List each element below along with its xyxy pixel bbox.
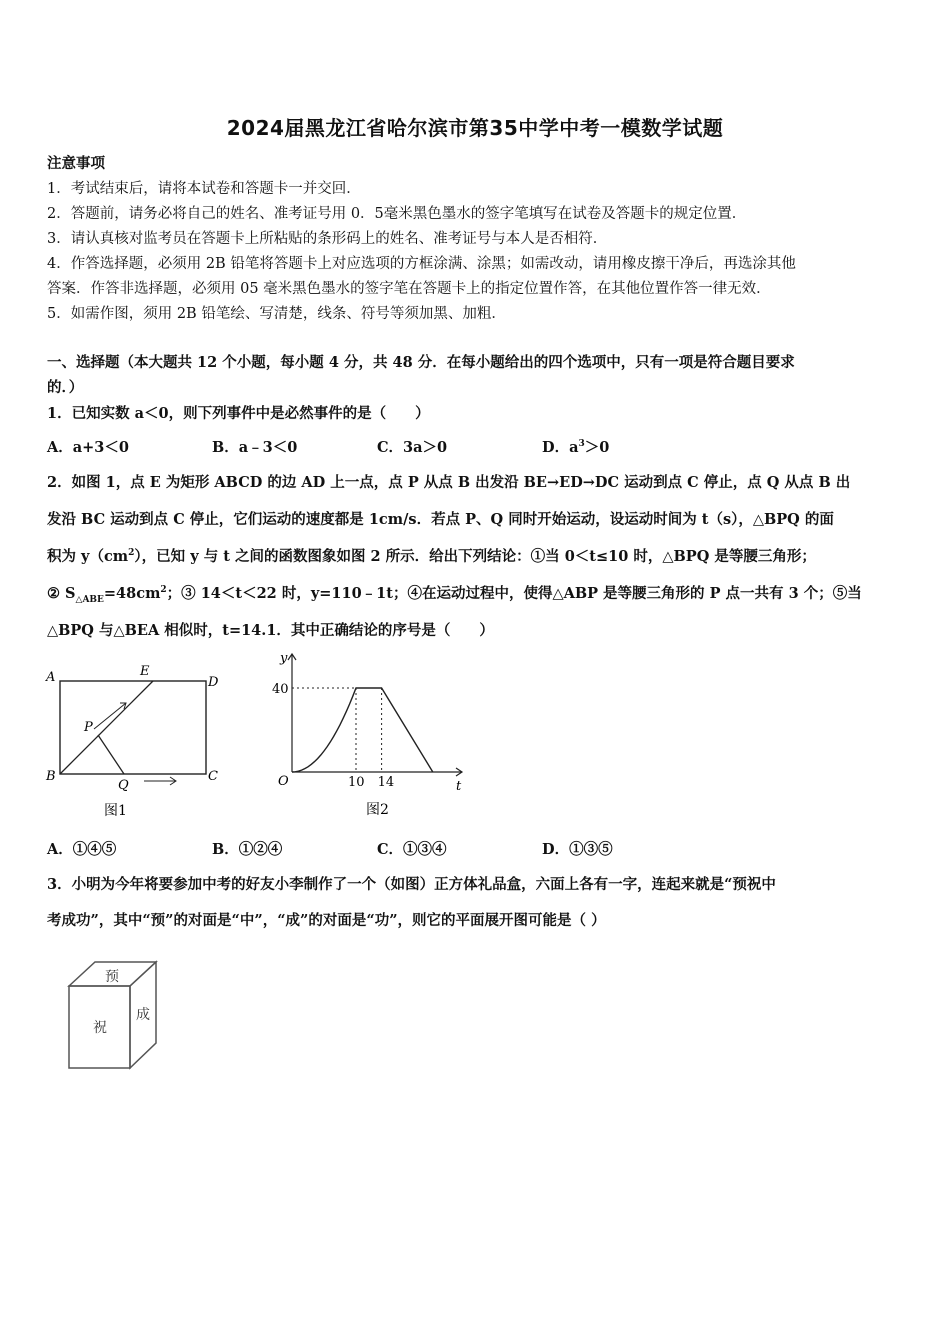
y-tick-40: 40: [272, 682, 289, 697]
q2-line4-a: ② S: [47, 585, 76, 602]
label-p: P: [84, 720, 93, 735]
q2-stem-line: 2．如图 1，点 E 为矩形 ABCD 的边 AD 上一点，点 P 从点 B 出发沿 BE→ED→DC 运动到点 C 停止，点 Q 从点 B 出: [47, 474, 851, 491]
q2-option-d: D．①③⑤: [542, 841, 613, 858]
q3-stem-line: 考成功”，其中“预”的对面是“中”，“成”的对面是“功”，则它的平面展开图可能是（ ）: [47, 912, 606, 929]
q1-option-d-prefix: D．a: [542, 439, 579, 456]
q2-stem-line: [47, 545, 816, 566]
label-d: D: [208, 675, 219, 690]
origin-label: O: [278, 774, 289, 789]
q2-stem-line: [47, 582, 862, 605]
q2-line3-b: ），已知 y 与 t 之间的函数图象如图 2 所示．给出下列结论：①当 0＜t≤10 时，△BPQ 是等腰三角形；: [134, 548, 816, 565]
motion-arrow-p: [94, 703, 126, 729]
q1-option-b: B．a﹣3＜0: [212, 439, 298, 456]
q2-line3-exponent: 2: [128, 548, 135, 559]
q2-line4-b: =48cm: [103, 585, 161, 602]
q2-option-b: B．①②④: [212, 841, 283, 858]
q2-option-a: A．①④⑤: [47, 841, 117, 858]
label-c: C: [208, 769, 218, 784]
q2-line3-a: 积为 y（cm: [47, 548, 129, 565]
t-tick-10: 10: [348, 775, 365, 790]
q2-line4-c: ；③ 14＜t＜22 时，y=110﹣1t；④在运动过程中，使得△ABP 是等腰三角形的 P 点一共有 3 个；⑤当: [166, 585, 862, 602]
q1-option-a: A．a+3＜0: [47, 439, 129, 456]
section-heading-cont: 的．）: [47, 379, 84, 396]
label-b: B: [46, 769, 56, 784]
q1-stem: 1．已知实数 a＜0，则下列事件中是必然事件的是（ ）: [47, 405, 430, 422]
y-axis-label: y: [280, 651, 288, 666]
q1-option-c: C．3a＞0: [377, 439, 448, 456]
notice-item: 4．作答选择题，必须用 2B 铅笔将答题卡上对应选项的方框涂满、涂黑；如需改动，请用橡皮擦干净后，再选涂其他: [47, 256, 796, 272]
notice-item: 2．答题前，请务必将自己的姓名、准考证号用 0．5毫米黑色墨水的签字笔填写在试卷及答题卡的规定位置．: [47, 206, 747, 222]
notice-item: 1．考试结束后，请将本试卷和答题卡一并交回．: [47, 181, 361, 197]
segment-pq: [98, 735, 124, 774]
label-e: E: [140, 664, 150, 679]
q2-line4-subscript: △ABE: [75, 594, 104, 605]
q2-stem-line: 发沿 BC 运动到点 C 停止，它们运动的速度都是 1cm/s．若点 P、Q 同时开始运动，设运动时间为 t（s），△BPQ 的面: [47, 511, 834, 528]
cube-front-char: 祝: [93, 1020, 107, 1036]
t-axis-label: t: [456, 779, 462, 794]
notice-item: 5．如需作图，须用 2B 铅笔绘、写清楚，线条、符号等须加黑、加粗．: [47, 306, 506, 322]
notice-item: 3．请认真核对监考员在答题卡上所粘贴的条形码上的姓名、准考证号与本人是否相符．: [47, 231, 608, 247]
label-a: A: [46, 670, 56, 685]
figure-2-caption: 图2: [366, 802, 389, 818]
q3-stem-line: 3．小明为今年将要参加中考的好友小李制作了一个（如图）正方体礼品盒，六面上各有一字，连起来就是“预祝中: [47, 876, 776, 893]
q3-cube-figure: [60, 955, 170, 1075]
figure-1-caption: 图1: [104, 803, 127, 819]
cube-side-char: 成: [136, 1007, 150, 1023]
q1-option-d-suffix: ＞0: [584, 439, 610, 456]
q2-line4-exponent: 2: [160, 585, 167, 596]
q2-stem-line: △BPQ 与△BEA 相似时，t=14.1．其中正确结论的序号是（ ）: [47, 622, 494, 639]
q1-option-d-exponent: 3: [578, 439, 585, 450]
cube-top-char: 预: [105, 969, 119, 985]
q1-option-d: [542, 436, 609, 457]
notice-item: 答案．作答非选择题，必须用 05 毫米黑色墨水的签字笔在答题卡上的指定位置作答，在其他位置作答一律无效．: [47, 281, 771, 297]
q2-figure-1: [40, 655, 230, 825]
q2-option-c: C．①③④: [377, 841, 447, 858]
rectangle-abcd: [60, 681, 206, 774]
segment-be: [60, 681, 153, 774]
t-tick-14: 14: [377, 775, 395, 790]
q2-figure-2: [262, 648, 472, 828]
label-q: Q: [118, 778, 129, 793]
section-heading: 一、选择题（本大题共 12 个小题，每小题 4 分，共 48 分．在每小题给出的四个选项中，只有一项是符合题目要求: [47, 354, 795, 371]
graph-curve: [292, 688, 433, 772]
page-title: 2024届黑龙江省哈尔滨市第35中学中考一模数学试题: [226, 116, 724, 140]
notice-heading: 注意事项: [47, 155, 105, 172]
